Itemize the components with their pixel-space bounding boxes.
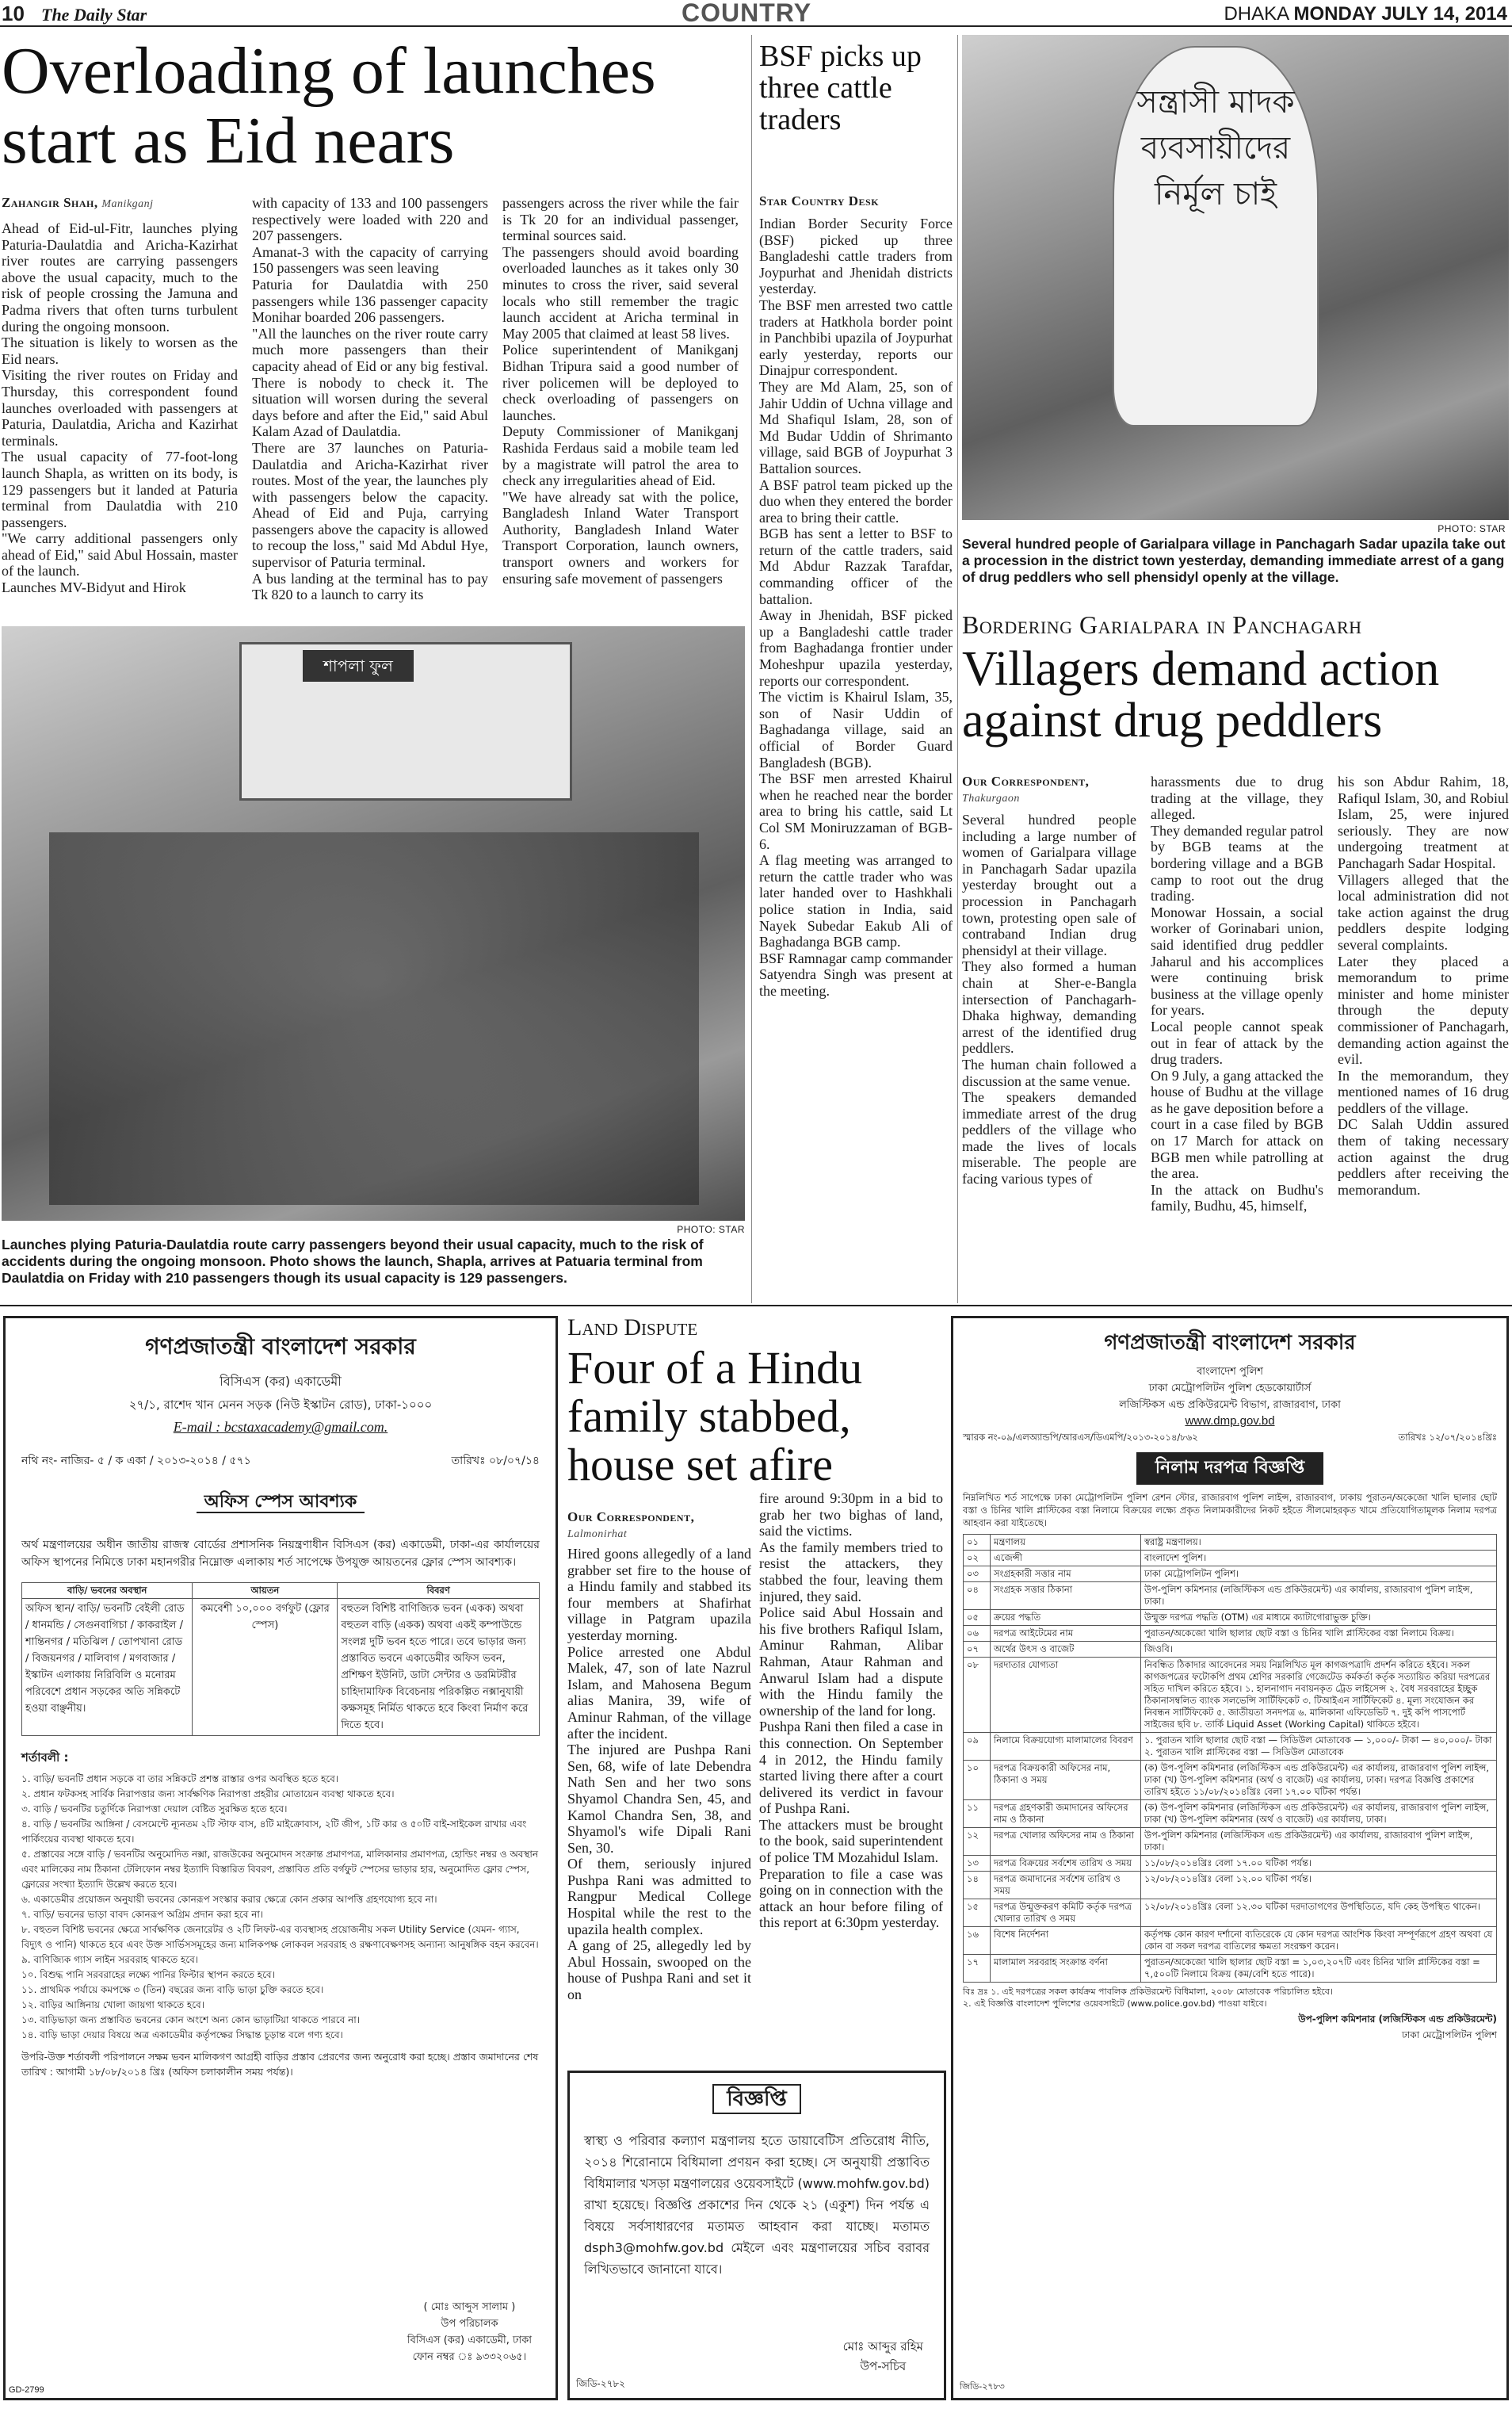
villager-byline-place: Thakurgaon xyxy=(962,793,1020,805)
land-headline: Four of a Hindu family stabbed, house set afire xyxy=(567,1342,863,1490)
police-ad-title: গণপ্রজাতন্ত্রী বাংলাদেশ সরকার xyxy=(1104,1331,1356,1355)
tax-ad-cell-area: কমবেশী ১০,০০০ বর্গফুট (ফ্লোর স্পেস) xyxy=(193,1599,338,1736)
police-ad-row-number: ১১ xyxy=(964,1800,991,1828)
police-ad-row-number: ০৭ xyxy=(964,1642,991,1658)
police-ad-row xyxy=(964,1610,1497,1626)
villager-col3: his son Abdur Rahim, 18, Rafiqul Islam, 30, and Robiul Islam, 25, were injured seriously. They are now undergoing treatment at Panchagarh Sadar Hospital. Villagers alleged that the local administration did not take action against the drug peddlers despite lodging several complaints. Later they placed a memorandum to prime minister and home minister through the deputy commissioner of Panchagarh, demanding action against the evil. In the memorandum, they mentioned names of 16 drug peddlers of the village. DC Salah Uddin assured them of taking necessary action against the drug peddlers after receiving the memorandum. xyxy=(1338,774,1509,1198)
tax-ad-table xyxy=(21,1582,540,1736)
launch-col1: Ahead of Eid-ul-Fitr, launches plying Paturia-Daulatdia and Aricha-Kazirhat river routes are carrying passengers above the usual capacity, much to the risk of people crossing the Jamuna and Padma rivers that often turns turbulent during the ongoing monsoon. The situation is likely to worsen as the Eid nears. Visiting the river routes on Friday and Thursday, this correspondent found launches overloaded with passengers at Paturia, Daulatdia, Aricha and Kazirhat terminals. The usual capacity of 77-foot-long launch Shapla, as written on its body, is 129 passengers but it landed at Paturia terminal from Daulatdia with 210 passengers. "We carry additional passengers only ahead of Eid," said Abul Hossain, master of the launch. Launches MV-Bidyut and Hirok xyxy=(2,220,238,596)
tax-ad-email[interactable]: E-mail : bcstaxacademy@gmail.com. xyxy=(173,1419,388,1435)
police-ad-row-label: ক্রয়ের পদ্ধতি xyxy=(991,1610,1141,1626)
tax-ad-th-location: বাড়ি/ ভবনের অবস্থান xyxy=(22,1583,193,1599)
police-ad-row-label: সংগ্রহকারী সত্তার নাম xyxy=(991,1566,1141,1582)
police-ad-row-number: ১২ xyxy=(964,1828,991,1856)
police-ad-row-number: ০৮ xyxy=(964,1658,991,1733)
launch-col2: with capacity of 133 and 100 passengers respectively were loaded with 220 and 207 passengers. Amanat-3 with the capacity of carrying 150 passengers was seen leaving Paturia for Daulatdia with 250 passengers while 136 passenger capacity Monihar boarded 206 passengers. "All the launches on the river route carry much more passengers than their capacity ahead of Eid or any big festival. There is nobody to check it. The situation will worsen during the several days before and after the Eid," said Abul Kalam Azad of Daulatdia. There are 37 launches on Paturia-Daulatdia and Aricha-Kazirhat river routes. Most of the year, the launches ply with passengers below the capacity. Ahead of Eid and Puja, carrying passengers above the capacity is allowed to recoup the loss," said Md Abdul Hye, supervisor of Paturia terminal. A bus landing at the terminal has to pay Tk 820 to a launch to carry its xyxy=(252,195,488,603)
police-ad-row-value: উপ-পুলিশ কমিশনার (লজিস্টিকস এন্ড প্রকিউরমেন্ট) এর কার্যালয়, রাজারবাগ পুলিশ লাইন্স, ঢাকা। xyxy=(1141,1582,1497,1610)
police-ad-code: জিডি-২৭৮৩ xyxy=(960,2381,1005,2392)
police-ad-row-label: দরপত্র গ্রহণকারী জমাদানের অফিসের নাম ও ঠিকানা xyxy=(991,1800,1141,1828)
police-ad-row xyxy=(964,1955,1497,1983)
police-ad-row xyxy=(964,1800,1497,1828)
protest-banner xyxy=(1113,46,1319,426)
police-ad-date: তারিখঃ ১২/০৭/২০১৪খ্রিঃ xyxy=(1398,1432,1497,1443)
tax-ad-notice-title: অফিস স্পেস আবশ্যক xyxy=(197,1492,365,1513)
tax-academy-ad xyxy=(3,1316,558,2400)
launch-byline-name: Zahangir Shah, xyxy=(2,195,98,210)
health-ad-code: জিডি-২৭৮২ xyxy=(576,2378,625,2389)
tax-ad-cell-location: অফিস স্থান/ বাড়ি/ ভবনটি বেইলী রোড / ধানমন্ডি / সেগুনবাগিচা / কাকরাইল / শান্তিনগর / মতিঝিল / তোপখানা রোড / বিজয়নগর / মালিবাগ / মগবাজার / ইস্কাটন এলাকায় নিরিবিলি ও মনোরম পরিবেশে প্রধান সড়কের অতি সন্নিকটে হওয়া বাঞ্ছনীয়। xyxy=(22,1599,193,1736)
police-ad-row xyxy=(964,1761,1497,1800)
police-ad-row-value: উন্মুক্ত দরপত্র পদ্ধতি (OTM) এর মাধ্যমে ক্যাটাগোরাভুক্ত চুক্তি। xyxy=(1141,1610,1497,1626)
tax-ad-date: তারিখঃ ০৮/০৭/১৪ xyxy=(451,1455,540,1467)
police-ad-row-value: (ক) উপ-পুলিশ কমিশনার (লজিস্টিকস এন্ড প্রকিউরমেন্ট) এর কার্যালয়, রাজারবাগ পুলিশ লাইন্স, ঢাকা (খ) উপ-পুলিশ কমিশনার (অর্থ ও বাজেট) এর কার্যালয়, ঢাকা। xyxy=(1141,1800,1497,1828)
tax-ad-org: বিসিএস (কর) একাডেমী xyxy=(220,1374,342,1389)
police-ad-row-label: দরপত্র বিক্রয়ের সর্বশেষ তারিখ ও সময় xyxy=(991,1856,1141,1872)
tax-ad-closing: উপরি-উক্ত শর্তাবলী পরিপালনে সক্ষম ভবন মালিকগণ আগ্রহী বাড়ির প্রস্তাব প্রেরণের জন্য অনুরোধ করা হচ্ছে। প্রস্তাব জমাদানের শেষ তারিখ : আগামী ১৮/০৮/২০১৪ খ্রিঃ (অফিস চলাকালীন সময় পর্যন্ত)। xyxy=(21,2051,539,2078)
tax-ad-address: ২৭/১, রাশেদ খান মেনন সড়ক (নিউ ইস্কাটন রোড), ঢাকা-১০০০ xyxy=(128,1398,433,1412)
tax-ad-th-desc: বিবরণ xyxy=(338,1583,540,1599)
launch-byline xyxy=(2,195,154,211)
health-ad-title: বিজ্ঞপ্তি xyxy=(712,2084,801,2114)
launch-photo xyxy=(2,626,745,1221)
police-ad-row-value: ১২/০৮/২০১৪খ্রিঃ বেলা ১২.৩০ ঘটিকা দরদাতাগণের উপস্থিতিতে, যদি কেহ উপস্থিত থাকেন। xyxy=(1141,1899,1497,1927)
land-byline xyxy=(567,1509,750,1541)
police-ad-row-label: দরপত্র বিক্রয়কারী অফিসের নাম, ঠিকানা ও সময় xyxy=(991,1761,1141,1800)
villager-col2: harassments due to drug trading at the village, they alleged. They demanded regular patrol by BGB teams at the bordering village and a BGB camp to root out the drug trading. Monowar Hossain, a social worker of Gorinabari union, said identified drug peddler Jaharul and his accomplices were continuing brisk business at the village openly for years. Local people cannot speak out in fear of attack by the drug traders. On 9 July, a gang attacked the house of Budhu at the village as he gave deposition before a court in a case filed by BGB on 17 March for attack on BGB men while patrolling at the area. In the attack on Budhu's family, Budhu, 45, himself, xyxy=(1151,774,1323,1214)
police-ad-row-value: ১১/০৮/২০১৪খ্রিঃ বেলা ১৭.০০ ঘটিকা পর্যন্ত। xyxy=(1141,1856,1497,1872)
tax-ad-signatory: ( মোঃ আব্দুস সালাম ) xyxy=(423,2301,516,2313)
police-ad-row xyxy=(964,1899,1497,1927)
police-ad-notice-wrap xyxy=(963,1452,1497,1485)
police-ad-row xyxy=(964,1828,1497,1856)
police-ad-row-number: ১৪ xyxy=(964,1872,991,1899)
police-ad-table xyxy=(963,1534,1497,1983)
land-byline-name: Our Correspondent, xyxy=(567,1509,695,1524)
police-ad-org2: ঢাকা মেট্রোপলিটন পুলিশ হেডকোয়ার্টার্স xyxy=(1148,1382,1312,1394)
bsf-headline: BSF picks up three cattle traders xyxy=(759,40,922,136)
villager-byline xyxy=(962,774,1136,805)
tax-ad-notice-wrap xyxy=(21,1488,540,1517)
tax-ad-signature xyxy=(407,2300,532,2366)
health-ad-title-wrap xyxy=(584,2082,930,2117)
police-ad-web[interactable]: www.dmp.gov.bd xyxy=(1185,1414,1275,1428)
police-ad-row-label: সংগ্রহক সত্তার ঠিকানা xyxy=(991,1582,1141,1610)
police-ad-row-label: দরপত্র উন্মুক্তকরণ কমিটি কর্তৃক দরপত্র খোলার তারিখ ও সময় xyxy=(991,1899,1141,1927)
police-ad-row-value: ১২/০৮/২০১৪খ্রিঃ বেলা ১২.০০ ঘটিকা পর্যন্ত। xyxy=(1141,1872,1497,1899)
protest-photo-credit: PHOTO: STAR xyxy=(1438,523,1506,534)
land-col2: fire around 9:30pm in a bid to grab her two bighas of land, said the victims. As the family members tried to resist the attackers, they stabbed the four, leaving them injured, they said. Police said Abul Hossain and his five brothers Rafiqul Islam, Aminur Rahman, Alibar Rahman, Ataur Rahman and Anwarul Islam had a dispute with the Hindu family the ownership of the land for long. Pushpa Rani then filed a case in this connection. On September 4 in 2012, the Hindu family started living there after a court delivered its verdict in favour of Pushpa Rani. The attackers must be brought to the book, said superintendent of police TM Mozahidul Islam. Preparation to file a case was going on in connection with the attack an hour before filing of this report at 6:30pm yesterday. xyxy=(759,1490,943,1931)
tax-ad-sig-title: উপ পরিচালক xyxy=(441,2318,498,2330)
rule-bsf-villager xyxy=(957,35,958,1303)
police-ad-row-number: ১৫ xyxy=(964,1899,991,1927)
police-ad-row-value: (ক) উপ-পুলিশ কমিশনার (লজিস্টিকস এন্ড প্রকিউরমেন্ট) এর কার্যালয়, রাজারবাগ পুলিশ লাইন্স, ঢাকা (খ) উপ-পুলিশ কমিশনার (অর্থ ও বাজেট) এর কার্যালয়, ঢাকা। দরপত্র বিজ্ঞপ্তি প্রকাশের তারিখ হইতে ১১/০৮/২০১৪খ্রিঃ বেলা ১৭.০০ ঘটিকা পর্যন্ত। xyxy=(1141,1761,1497,1800)
health-notice-ad xyxy=(567,2071,946,2400)
dateline-date: MONDAY JULY 14, 2014 xyxy=(1293,3,1507,25)
police-ad-row-label: দরপত্র খোলার অফিসের নাম ও ঠিকানা xyxy=(991,1828,1141,1856)
bsf-body: Indian Border Security Force (BSF) picked up three Bangladeshi cattle traders from Joypurhat and Jhenidah districts yesterday. The BSF men arrested two cattle traders at Hatkhola border point in Panchbibi upazila of Joypurhat early yesterday, reports our Dinajpur correspondent. They are Md Alam, 25, son of Jahir Uddin of Uchna village and Md Shafiqul Islam, 28, son of Md Budar Uddin of Shrimanto village, said BGB of Joypurhat 3 Battalion sources. A BSF patrol team picked up the duo when they entered the border area to bring their cattle. BGB has sent a letter to BSF to return of the cattle traders, said Md Abdur Razzak Tarafdar, commanding officer of the battalion. Away in Jhenidah, BSF picked up a Bangladeshi cattle trader from Baghadanga frontier under Moheshpur upazila yesterday, reports our correspondent. The victim is Khairul Islam, 35, son of Nasir Uddin of Baghadanga village, said an official of Border Guard Bangladesh (BGB). The BSF men arrested Khairul when he reached near the border area to bring his cattle, said Lt Col SM Moniruzzaman of BGB-6. A flag meeting was arranged to return the cattle trader who was later handed over to Hashkhali police station in India, said Nayek Subedar Eakub Ali of Baghadanga BGB camp. BSF Ramnagar camp commander Satyendra Singh was present at the meeting. xyxy=(759,216,953,999)
police-ad-sig-org: ঢাকা মেট্রোপলিটন পুলিশ xyxy=(1402,2029,1497,2040)
police-ad-row-number: ০৪ xyxy=(964,1582,991,1610)
health-ad-signatory: মোঃ আব্দুর রহিম xyxy=(842,2339,923,2354)
police-ad-row xyxy=(964,1872,1497,1899)
dateline-city: DHAKA xyxy=(1224,3,1289,25)
police-ad-row-value: নিবন্ধিত ঠিকাদার আবেদনের সময় নিম্নলিখিত মূল কাগজপত্রাদি প্রদর্শন করিতে হইবে। সকল কাগজপত্রের ফটোকপি প্রথম শ্রেণির সরকারি গেজেটেড কর্মকর্তা কর্তৃক সত্যায়িত করিয়া দরপত্রের সহিত দাখিল করিতে হইবে। ১. হালনাগাদ নবায়নকৃত ট্রেড লাইসেন্স ২. বৈধ সরবরাহের ইচ্ছুক ঠিকানাসম্বলিত ব্যাংক সলভেন্সি সার্টিফিকেট ৩. টিআইএন সার্টিফিকেট ৪. মূল্য সংযোজন কর নিবন্ধন সার্টিফিকেট ৫. জাতীয়তা সনদপত্র ৬. মালিকানা এফিডেভিট ৭. দুই কপি পাসপোর্ট সাইজের ছবি ৮. তার্কি Liquid Asset (Working Capital) থাকিতে হইবে। xyxy=(1141,1658,1497,1733)
police-ad-row-number: ১৩ xyxy=(964,1856,991,1872)
bsf-byline: Star Country Desk xyxy=(759,193,880,208)
crowd-shape xyxy=(49,832,699,1205)
tax-ad-intro: অর্থ মন্ত্রণালয়ের অধীন জাতীয় রাজস্ব বোর্ডের প্রশাসনিক নিয়ন্ত্রণাধীন বিসিএস (কর) একাডেমী, ঢাকা-এর কার্যালয়ের অফিস স্থাপনের নিমিত্তে ঢাকা মহানগরীর নিম্নোক্ত এলাকায় শর্ত সাপেক্ষে উপযুক্ত আয়তনের ফ্লোর স্পেস আবশ্যক। xyxy=(21,1539,540,1569)
launch-photo-credit: PHOTO: STAR xyxy=(677,1224,745,1235)
police-ad-note: বিঃ দ্রঃ ১. এই দরপত্রের সকল কার্যক্রম পাবলিক প্রকিউরমেন্ট বিধিমালা, ২০০৮ মোতাবেক পরিচালিত হইবে। ২. এই বিজ্ঞপ্তি বাংলাদেশ পুলিশের ওয়েবসাইটে (www.police.gov.bd) পাওয়া যাইবে। xyxy=(963,1987,1333,2009)
police-ad-row-label: দরপত্র আইটেমের নাম xyxy=(991,1626,1141,1642)
police-ad-row-number: ০৬ xyxy=(964,1626,991,1642)
police-ad-row-label: এজেন্সী xyxy=(991,1551,1141,1566)
police-ad-org1: বাংলাদেশ পুলিশ xyxy=(1197,1366,1263,1378)
police-ad-row-number: ১৭ xyxy=(964,1955,991,1983)
land-kicker: Land Dispute xyxy=(567,1314,698,1340)
police-ad-row xyxy=(964,1927,1497,1955)
launch-byline-place: Manikganj xyxy=(101,198,154,210)
tax-ad-code: GD-2799 xyxy=(9,2385,44,2395)
police-ad-row-number: ১৬ xyxy=(964,1927,991,1955)
police-ad-row xyxy=(964,1733,1497,1761)
villager-col1: Several hundred people including a large number of women of Garialpara village in Panchagarh Sadar upazila yesterday brought out a procession in Panchagarh town, protesting open sale of contraband Indian drug phensidyl at their village. They also formed a human chain at Sher-e-Bangla intersection of Panchagarh-Dhaka highway, demanding arrest of the identified drug peddlers. The human chain followed a discussion at the same venue. The speakers demanded immediate arrest of the drug peddlers of the village who made the lives of locals miserable. The people are facing various types of xyxy=(962,812,1136,1187)
police-ad-row-value: পুরাতন/অকেজো খালি ছালার ছোট বস্তা = ১,০৩,২০৭টি এবং চিনির খালি প্লাস্টিকের বস্তা = ৭,৫০০টি নিলামে বিক্রয় (কম/বেশি হতে পারে)। xyxy=(1141,1955,1497,1983)
launch-col3: passengers across the river while the fair is Tk 20 for an individual passenger, terminal sources said. The passengers should avoid boarding overloaded launches as it takes only 30 minutes to cross the river, said several locals who still remember the tragic launch accident at Aricha terminal in May 2005 that claimed at least 58 lives. Police superintendent of Manikganj Bidhan Tripura said a good number of river policemen will be deployed to check overloading of passengers on launches. Deputy Commissioner of Manikganj Rashida Ferdaus said a mobile team led by a magistrate will patrol the area to check any irregularities ahead of Eid. "We have already sat with the police, Bangladesh Inland Water Transport Authority, Bangladesh Inland Water Transport Corporation, launch owners, transport owners and workers for ensuring safe movement of passengers xyxy=(502,195,739,587)
tax-ad-conditions-title: শর্তাবলী : xyxy=(21,1750,69,1765)
police-ad-row-value: জিওবি। xyxy=(1141,1642,1497,1658)
police-ad-row-number: ০১ xyxy=(964,1535,991,1551)
page-number: 10 xyxy=(2,2,25,25)
dateline xyxy=(1224,3,1507,25)
tax-ad-conditions: ১. বাড়ি/ ভবনটি প্রধান সড়কে বা তার সন্নিকটে প্রশস্ত রাস্তার ওপর অবস্থিত হতে হবে। ২. প্রধান ফটকসহ সার্বিক নিরাপত্তার জন্য সার্বক্ষণিক নিরাপত্তা প্রহরীর মোতায়েন ব্যবস্থা থাকতে হবে। ৩. বাড়ি / ভবনটির চতুর্দিকে নিরাপত্তা দেয়াল বেষ্টিত সুরক্ষিত হতে হবে। ৪. বাড়ি / ভবনটির আঙ্গিনা / বেসমেন্টে ন্যূনতম ২টি স্টাফ বাস, ৪টি মাইক্রোবাস, ২টি জীপ, ১টি কার ও ৫০টি বাই-সাইকেল রাখার এবং পার্কিংয়ের ব্যবস্থা থাকতে হবে। ৫. প্রস্তাবের সঙ্গে বাড়ি / ভবনটির অনুমোদিত নক্সা, রাজউকের অনুমোদন সংক্রান্ত প্রমাণপত্র, মালিকানার প্রমাণপত্র, হোল্ডিং নম্বর ও অবস্থান এবং মালিকের নাম ঠিকানা টেলিফোন নম্বর ইত্যাদি বিস্তারিত বিবরণ, প্রস্তাবিত প্রতি বর্গফুট স্পেসের ভাড়ার হার, অনুমোদিত ফ্লোর স্পেস, ফ্লোরের সংখ্যা ইত্যাদি উল্লেখ করতে হবে। ৬. একাডেমীর প্রয়োজন অনুযায়ী ভবনের কোনরূপ সংস্কার করার ক্ষেত্রে কোন প্রকার আপত্তি গ্রহণযোগ্য হবে না। ৭. বাড়ি/ ভবনের ভাড়া বাবদ কোনরূপ অগ্রিম প্রদান করা হবে না। ৮. বহুতল বিশিষ্ট ভবনের ক্ষেত্রে সার্বক্ষণিক জেনারেটর ও ২টি লিফট-এর ব্যবস্থাসহ প্রয়োজনীয় সকল Utility Service (যেমন- গ্যাস, বিদ্যুৎ ও পানি) থাকতে হবে এবং উক্ত সার্ভিসসমূহের জন্য মালিকপক্ষ লোকবল সরবরাহ ও রক্ষণাবেক্ষণসহ অন্যান্য আনুষঙ্গিক বহন করবেন। ৯. বাণিজ্যিক গ্যাস লাইন সরবরাহ থাকতে হবে। ১০. বিশুদ্ধ পানি সরবরাহের লক্ষ্যে পানির ফিল্টার স্থাপন করতে হবে। ১১. প্রাথমিক পর্যায়ে কমপক্ষে ৩ (তিন) বছরের জন্য বাড়ি ভাড়া চুক্তি করতে হবে। ১২. বাড়ির আঙ্গিনায় খোলা জায়গা থাকতে হবে। ১৩. বাড়িভাড়া জন্য প্রস্তাবিত ভবনের কোন অংশে অন্য কোন ভাড়াটিয়া থাকতে পারবে না। ১৪. বাড়ি ভাড়া দেয়ার বিষয়ে অত্র একাডেমীর কর্তৃপক্ষের সিদ্ধান্ত চূড়ান্ত বলে গণ্য হবে। xyxy=(21,1773,539,2040)
police-tender-ad xyxy=(951,1316,1509,2400)
police-ad-row-value: ঢাকা মেট্রোপলিটন পুলিশ। xyxy=(1141,1566,1497,1582)
land-col1: Hired goons allegedly of a land grabber set fire to the house of a Hindu family and stabbed its four members at Shafirhat village in Patgram upazila yesterday morning. Police arrested one Abdul Malek, 47, son of late Nazrul Islam, and Mahosena Begum alias Manira, 39, wife of Aminur Rahman, of the village after the incident. The injured are Pushpa Rani Sen, 68, wife of late Debendra Nath Sen and her two sons Shyamol Chandra Sen, 45, and Kamol Chandra Sen, 38, and Shyamol's wife Dipali Rani Sen, 30. Of them, seriously injured Pushpa Rani was admitted to Rangpur Medical College Hospital while the rest to the upazila health complex. A gang of 25, allegedly led by Abul Hossain, swooped on the house of Pushpa Rani and set it on xyxy=(567,1546,751,2003)
police-ad-row-number: ০৩ xyxy=(964,1566,991,1582)
rule-middle xyxy=(0,1305,1512,1306)
police-ad-row xyxy=(964,1582,1497,1610)
police-ad-row xyxy=(964,1642,1497,1658)
police-ad-row-number: ০৫ xyxy=(964,1610,991,1626)
paper-name: The Daily Star xyxy=(41,5,147,25)
launch-headline: Overloading of launches start as Eid nears xyxy=(2,34,656,178)
police-ad-row-value: ১. পুরাতন খালি ছালার ছোট বস্তা — সিডিউল মোতাবেক — ১,০০০/- টাকা — ৪০,০০০/- টাকা ২. পুরাতন খালি প্লাস্টিকের বস্তা — সিডিউল মোতাবেক xyxy=(1141,1733,1497,1761)
protest-banner-text: সন্ত্রাসী মাদক ব্যবসায়ীদের নির্মূল চাই xyxy=(1136,84,1295,212)
police-ad-row-label: মালামাল সরবরাহ সংক্রান্ত বর্ণনা xyxy=(991,1955,1141,1983)
police-ad-row-label: দরপত্র জমাদানের সর্বশেষ তারিখ ও সময় xyxy=(991,1872,1141,1899)
police-ad-row xyxy=(964,1658,1497,1733)
police-ad-row-label: অর্থের উৎস ও বাজেট xyxy=(991,1642,1141,1658)
protest-photo xyxy=(962,35,1509,520)
police-ad-row-value: উপ-পুলিশ কমিশনার (লজিস্টিকস এন্ড প্রকিউরমেন্ট) এর কার্যালয়, রাজারবাগ পুলিশ লাইন্স, ঢাকা। xyxy=(1141,1828,1497,1856)
health-ad-signature xyxy=(843,2338,923,2377)
tax-ad-memo-row xyxy=(21,1451,540,1470)
police-ad-signatory: উপ-পুলিশ কমিশনার (লজিস্টিকস এন্ড প্রকিউরমেন্ট) xyxy=(1298,2013,1497,2025)
ship-sign-text: শাপলা ফুল xyxy=(323,656,393,675)
protest-caption: Several hundred people of Garialpara village in Panchagarh Sadar upazila take out a procession in the district town yesterday, demanding immediate arrest of a gang of drug peddlers who sell phensidyl openly at the village. xyxy=(962,536,1506,585)
police-ad-row-label: বিশেষ নির্দেশনা xyxy=(991,1927,1141,1955)
land-byline-place: Lalmonirhat xyxy=(567,1528,628,1540)
tax-ad-sig-org: বিসিএস (কর) একাডেমী, ঢাকা xyxy=(407,2335,532,2346)
tax-ad-sig-phone: ফোন নম্বর ঃ ৯৩৩২০৬৫। xyxy=(412,2351,527,2363)
rule-launch-bsf xyxy=(751,35,752,1303)
police-ad-memo-row xyxy=(963,1431,1497,1446)
police-ad-row-value: পুরাতন/অকেজো খালি ছালার ছোট বস্তা ও চিনির খালি প্লাস্টিকের বস্তা নিলামে বিক্রয়। xyxy=(1141,1626,1497,1642)
masthead xyxy=(0,0,1512,27)
police-ad-org3: লজিস্টিকস এন্ড প্রকিউরমেন্ট বিভাগ, রাজারবাগ, ঢাকা xyxy=(1119,1399,1341,1411)
police-ad-row xyxy=(964,1566,1497,1582)
police-ad-notice-title: নিলাম দরপত্র বিজ্ঞপ্তি xyxy=(1136,1452,1323,1485)
police-ad-row-label: মন্ত্রণালয় xyxy=(991,1535,1141,1551)
health-ad-body: স্বাস্থ্য ও পরিবার কল্যাণ মন্ত্রণালয় হতে ডায়াবেটিস প্রতিরোধ নীতি, ২০১৪ শিরোনামে বিধিমালা প্রণয়ন করা হচ্ছে। সে অনুযায়ী প্রস্তাবিত বিধিমালার খসড়া মন্ত্রণালয়ের ওয়েবসাইটে (www.mohfw.gov.bd) রাখা হয়েছে। বিজ্ঞপ্তি প্রকাশের দিন থেকে ২১ (একুশ) দিন পর্যন্ত এ বিষয়ে সর্বসাধারণের মতামত আহবান করা যাচ্ছে। মতামত dsph3@mohfw.gov.bd মেইলে এবং মন্ত্রণালয়ের সচিব বরাবর লিখিতভাবে জানানো যাবে। xyxy=(584,2133,930,2277)
police-ad-row-value: বাংলাদেশ পুলিশ। xyxy=(1141,1551,1497,1566)
villager-byline-name: Our Correspondent, xyxy=(962,774,1090,789)
launch-caption: Launches plying Paturia-Daulatdia route carry passengers beyond their usual capacity, much to the risk of accidents during the ongoing monsoon. Photo shows the launch, Shapla, arrives at Patuaria terminal from Daulatdia on Friday with 210 passengers though its usual capacity is 129 passengers. xyxy=(2,1237,704,1286)
police-ad-row-value: কর্তৃপক্ষ কোন কারণ দর্শানো ব্যতিরেকে যে কোন দরপত্র আংশিক কিংবা সম্পূর্ণরূপে গ্রহণ অথবা যে কোন বা সকল দরপত্র বাতিলের ক্ষমতা সংরক্ষণ করেন। xyxy=(1141,1927,1497,1955)
tax-ad-cell-desc: বহুতল বিশিষ্ট বাণিজ্যিক ভবন (একক) অথবা বহুতল বাড়ি (একক) অথবা একই কম্পাউন্ডে সংলগ্ন দুটি ভবন হতে পারে। তবে ভাড়ার জন্য প্রস্তাবিত ভবনে একাডেমীর অফিস ভবন, প্রশিক্ষণ ইউনিট, ডাটা সেন্টার ও ডরমিটরীর চাহিদামাফিক বিবেচনায় পরিকল্পিত নক্সানুযায়ী কক্ষসমূহ নির্মিত থাকতে হবে কিংবা নির্মাণ করে দিতে হবে। xyxy=(338,1599,540,1736)
police-ad-row-number: ১০ xyxy=(964,1761,991,1800)
police-ad-intro: নিম্নলিখিত শর্ত সাপেক্ষে ঢাকা মেট্রোপলিটন পুলিশ রেশন স্টোর, রাজারবাগ পুলিশ লাইন্স, রাজারবাগ, ঢাকায় পুরাতন/অকেজো খালি ছালার ছোট বস্তা ও চিনির খালি প্লাস্টিকের বস্তা নিলামে বিক্রয়ের লক্ষ্যে প্রকৃত নিলামকারীদের নিকট হইতে সীলমোহরকৃত খামে প্রতিযোগিতামূলক নিলাম দরপত্র আহবান করা যাইতেছে। xyxy=(963,1492,1497,1528)
police-ad-row xyxy=(964,1856,1497,1872)
villager-kicker: Bordering Garialpara in Panchagarh xyxy=(962,610,1362,639)
police-ad-signature xyxy=(963,2013,1497,2044)
police-ad-row-value: স্বরাষ্ট্র মন্ত্রণালয়। xyxy=(1141,1535,1497,1551)
police-ad-row xyxy=(964,1535,1497,1551)
tax-ad-th-area: আয়তন xyxy=(193,1583,338,1599)
police-ad-row-label: নিলামে বিক্রয়যোগ্য মালামালের বিবরণ xyxy=(991,1733,1141,1761)
villager-headline: Villagers demand action against drug peddlers xyxy=(962,642,1440,748)
ship-sign xyxy=(303,650,414,682)
health-ad-sig-title: উপ-সচিব xyxy=(860,2359,907,2373)
police-ad-row xyxy=(964,1551,1497,1566)
police-ad-row-label: দরদাতার যোগ্যতা xyxy=(991,1658,1141,1733)
section-label: COUNTRY xyxy=(682,0,812,27)
tax-ad-memo: নথি নং- নাজির- ৫ / ক একা / ২০১৩-২০১৪ / ৫৭১ xyxy=(21,1455,251,1467)
police-ad-row xyxy=(964,1626,1497,1642)
tax-ad-title: গণপ্রজাতন্ত্রী বাংলাদেশ সরকার xyxy=(145,1333,416,1359)
police-ad-row-number: ০৯ xyxy=(964,1733,991,1761)
police-ad-memo: স্মারক নং-০৯/এলঅ্যান্ডপি/আরএস/ডিএমপি/২০১৩-২০১৪/৮৬২ xyxy=(963,1432,1198,1443)
police-ad-row-number: ০২ xyxy=(964,1551,991,1566)
